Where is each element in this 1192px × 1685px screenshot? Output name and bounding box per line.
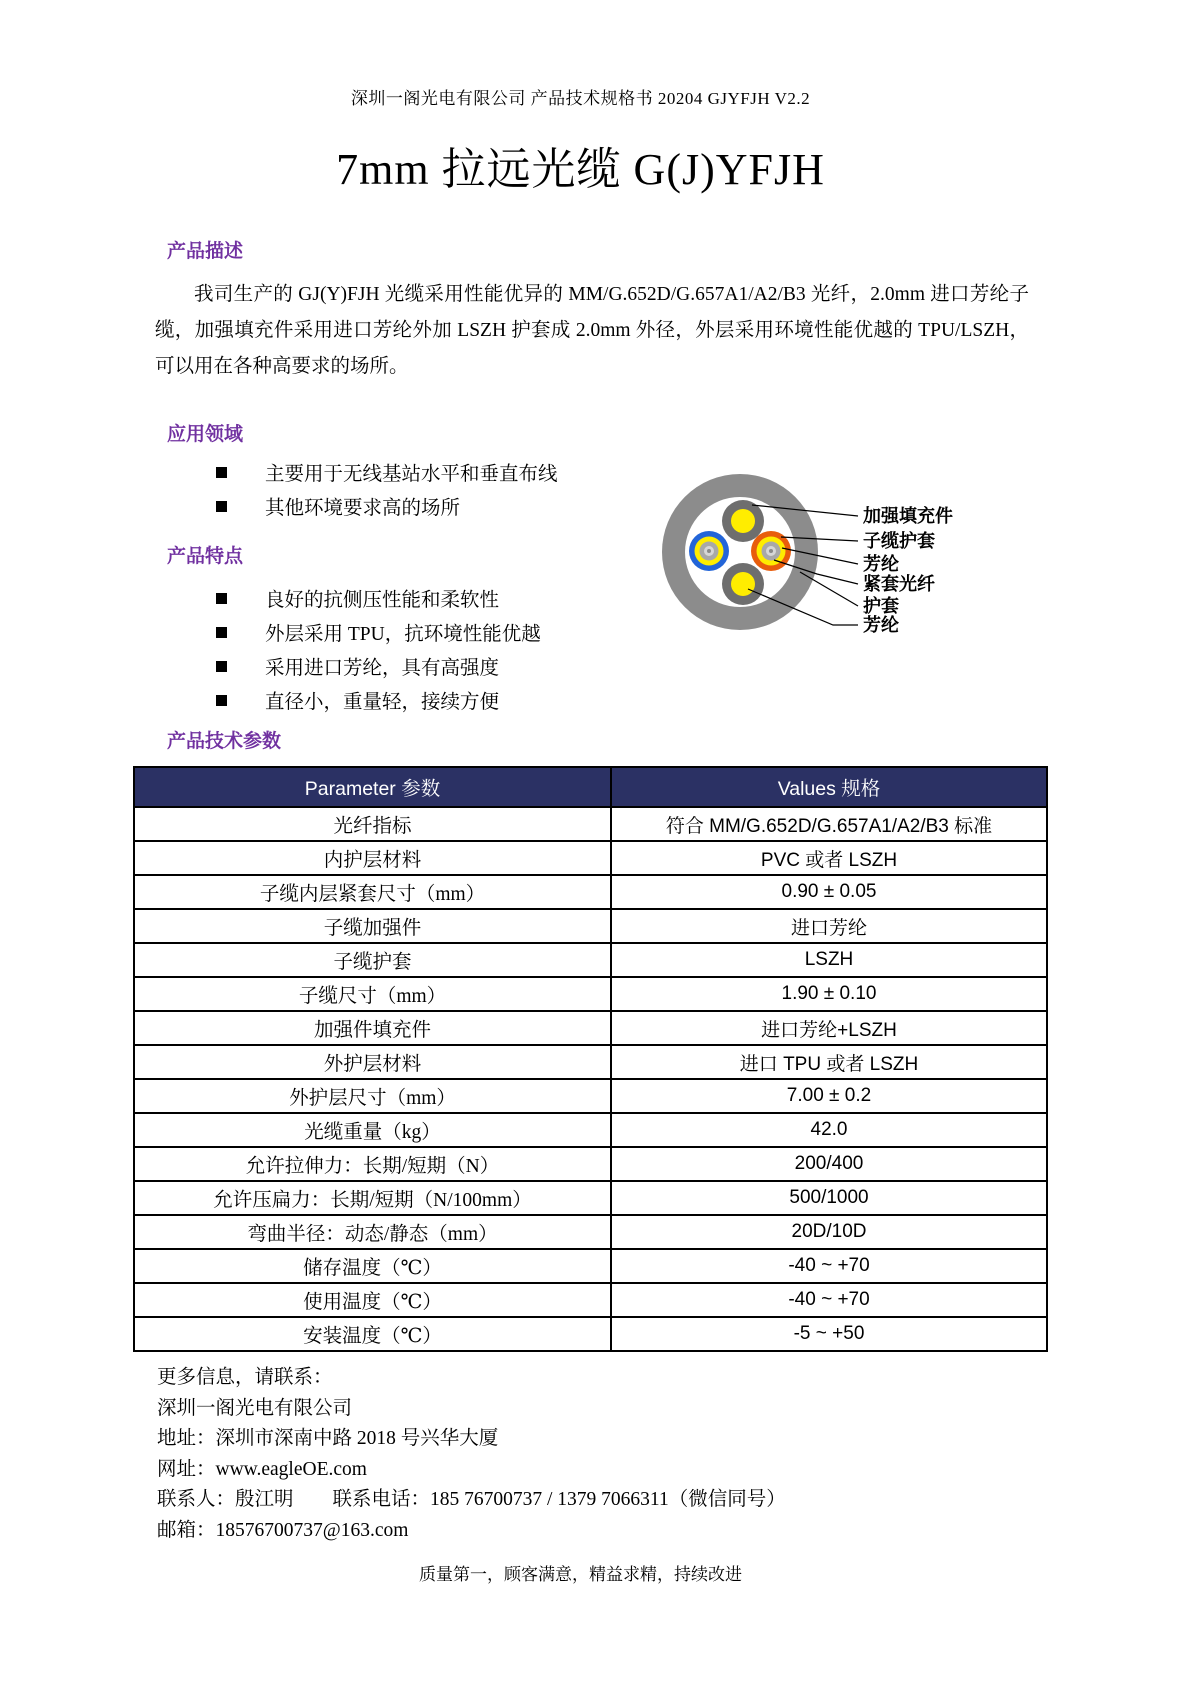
table-row bbox=[134, 807, 1047, 841]
bullet-square-icon bbox=[216, 467, 227, 478]
section-heading-features: 产品特点 bbox=[167, 546, 244, 567]
bullet-square-icon bbox=[216, 501, 227, 512]
section-heading-applications: 应用领域 bbox=[167, 424, 244, 445]
diagram-label-strength-filler: 加强填充件 bbox=[863, 506, 953, 526]
param-cell: 允许拉伸力：长期/短期（N） bbox=[134, 1147, 611, 1181]
cable-cross-section-diagram bbox=[655, 468, 1000, 643]
param-cell: 弯曲半径：动态/静态（mm） bbox=[134, 1215, 611, 1249]
list-item bbox=[216, 683, 541, 717]
value-cell: -40 ~ +70 bbox=[611, 1249, 1047, 1283]
page-title: 7mm 拉远光缆 G(J)YFJH bbox=[336, 145, 825, 194]
param-cell: 安装温度（℃） bbox=[134, 1317, 611, 1351]
value-cell: 500/1000 bbox=[611, 1181, 1047, 1215]
section-heading-parameters: 产品技术参数 bbox=[167, 731, 282, 752]
contact-company: 深圳一阁光电有限公司 bbox=[157, 1397, 353, 1419]
param-cell: 子缆内层紧套尺寸（mm） bbox=[134, 875, 611, 909]
table-row bbox=[134, 1113, 1047, 1147]
list-item-label: 采用进口芳纶，具有高强度 bbox=[265, 658, 500, 679]
contact-intro: 更多信息，请联系： bbox=[157, 1367, 333, 1388]
list-item bbox=[216, 649, 541, 683]
table-row bbox=[134, 1045, 1047, 1079]
contact-block bbox=[157, 1363, 786, 1546]
filler-aramid-top bbox=[731, 509, 755, 533]
table-row bbox=[134, 1147, 1047, 1181]
value-cell: 42.0 bbox=[611, 1113, 1047, 1147]
value-cell: 200/400 bbox=[611, 1147, 1047, 1181]
list-item-label: 直径小，重量轻，接续方便 bbox=[265, 692, 500, 713]
subcable-right-fiber-dot bbox=[769, 549, 773, 553]
product-description-text: 我司生产的 GJ(Y)FJH 光缆采用性能优异的 MM/G.652D/G.657A1/A2/B3 光纤，2.0mm 进口芳纶子缆，加强填充件采用进口芳纶外加 LSZH 护套成 2.0mm 外径，外层采用环境性能优越的 TPU/LSZH，可以用在各种高要求的场所。 bbox=[155, 284, 1029, 377]
value-cell: 20D/10D bbox=[611, 1215, 1047, 1249]
diagram-label-subcable-jacket: 子缆护套 bbox=[863, 531, 935, 551]
list-item-label: 主要用于无线基站水平和垂直布线 bbox=[265, 464, 558, 485]
table-row bbox=[134, 1079, 1047, 1113]
value-cell: -5 ~ +50 bbox=[611, 1317, 1047, 1351]
param-cell: 子缆尺寸（mm） bbox=[134, 977, 611, 1011]
spec-table bbox=[133, 766, 1048, 1352]
param-cell: 内护层材料 bbox=[134, 841, 611, 875]
value-cell: 进口 TPU 或者 LSZH bbox=[611, 1045, 1047, 1079]
param-cell: 使用温度（℃） bbox=[134, 1283, 611, 1317]
column-header-values: Values 规格 bbox=[611, 767, 1047, 807]
param-cell: 子缆加强件 bbox=[134, 909, 611, 943]
table-row bbox=[134, 943, 1047, 977]
value-cell: 进口芳纶+LSZH bbox=[611, 1011, 1047, 1045]
param-cell: 外护层材料 bbox=[134, 1045, 611, 1079]
feature-list bbox=[216, 581, 541, 717]
param-cell: 外护层尺寸（mm） bbox=[134, 1079, 611, 1113]
application-list bbox=[216, 455, 558, 523]
diagram-label-sheath: 护套 bbox=[863, 596, 899, 616]
footer-slogan: 质量第一，顾客满意，精益求精，持续改进 bbox=[419, 1565, 742, 1584]
value-cell: -40 ~ +70 bbox=[611, 1283, 1047, 1317]
list-item bbox=[216, 455, 558, 489]
bullet-square-icon bbox=[216, 593, 227, 604]
param-cell: 子缆护套 bbox=[134, 943, 611, 977]
param-cell: 光缆重量（kg） bbox=[134, 1113, 611, 1147]
contact-website: 网址：www.eagleOE.com bbox=[157, 1458, 367, 1480]
list-item-label: 良好的抗侧压性能和柔软性 bbox=[265, 590, 500, 611]
diagram-label-aramid: 芳纶 bbox=[863, 554, 899, 574]
bullet-square-icon bbox=[216, 695, 227, 706]
contact-person-phone: 联系人：殷江明 联系电话：185 76700737 / 1379 7066311（微信同号） bbox=[157, 1489, 786, 1510]
bullet-square-icon bbox=[216, 661, 227, 672]
table-row bbox=[134, 841, 1047, 875]
table-row bbox=[134, 1317, 1047, 1351]
table-row bbox=[134, 909, 1047, 943]
param-cell: 光纤指标 bbox=[134, 807, 611, 841]
table-row bbox=[134, 1283, 1047, 1317]
table-row bbox=[134, 1249, 1047, 1283]
table-row bbox=[134, 1181, 1047, 1215]
table-row bbox=[134, 1011, 1047, 1045]
value-cell: LSZH bbox=[611, 943, 1047, 977]
subcable-left-fiber-dot bbox=[707, 549, 711, 553]
column-header-parameter: Parameter 参数 bbox=[134, 767, 611, 807]
filler-aramid-bottom bbox=[731, 572, 755, 596]
list-item bbox=[216, 489, 558, 523]
list-item-label: 其他环境要求高的场所 bbox=[265, 498, 461, 519]
value-cell: 7.00 ± 0.2 bbox=[611, 1079, 1047, 1113]
param-cell: 加强件填充件 bbox=[134, 1011, 611, 1045]
value-cell: 符合 MM/G.652D/G.657A1/A2/B3 标准 bbox=[611, 807, 1047, 841]
table-row bbox=[134, 1215, 1047, 1249]
value-cell: 0.90 ± 0.05 bbox=[611, 875, 1047, 909]
diagram-label-aramid-2: 芳纶 bbox=[863, 615, 899, 635]
diagram-label-tight-buffer-fiber: 紧套光纤 bbox=[863, 574, 935, 594]
table-header-row bbox=[134, 767, 1047, 807]
param-cell: 储存温度（℃） bbox=[134, 1249, 611, 1283]
table-row bbox=[134, 875, 1047, 909]
list-item-label: 外层采用 TPU，抗环境性能优越 bbox=[265, 624, 541, 645]
value-cell: 进口芳纶 bbox=[611, 909, 1047, 943]
value-cell: PVC 或者 LSZH bbox=[611, 841, 1047, 875]
table-row bbox=[134, 977, 1047, 1011]
section-heading-description: 产品描述 bbox=[167, 241, 244, 262]
list-item bbox=[216, 615, 541, 649]
value-cell: 1.90 ± 0.10 bbox=[611, 977, 1047, 1011]
list-item bbox=[216, 581, 541, 615]
param-cell: 允许压扁力：长期/短期（N/100mm） bbox=[134, 1181, 611, 1215]
contact-email: 邮箱：18576700737@163.com bbox=[157, 1519, 409, 1541]
bullet-square-icon bbox=[216, 627, 227, 638]
contact-address: 地址：深圳市深南中路 2018 号兴华大厦 bbox=[157, 1428, 499, 1449]
document-header-line: 深圳一阁光电有限公司 产品技术规格书 20204 GJYFJH V2.2 bbox=[350, 89, 811, 108]
